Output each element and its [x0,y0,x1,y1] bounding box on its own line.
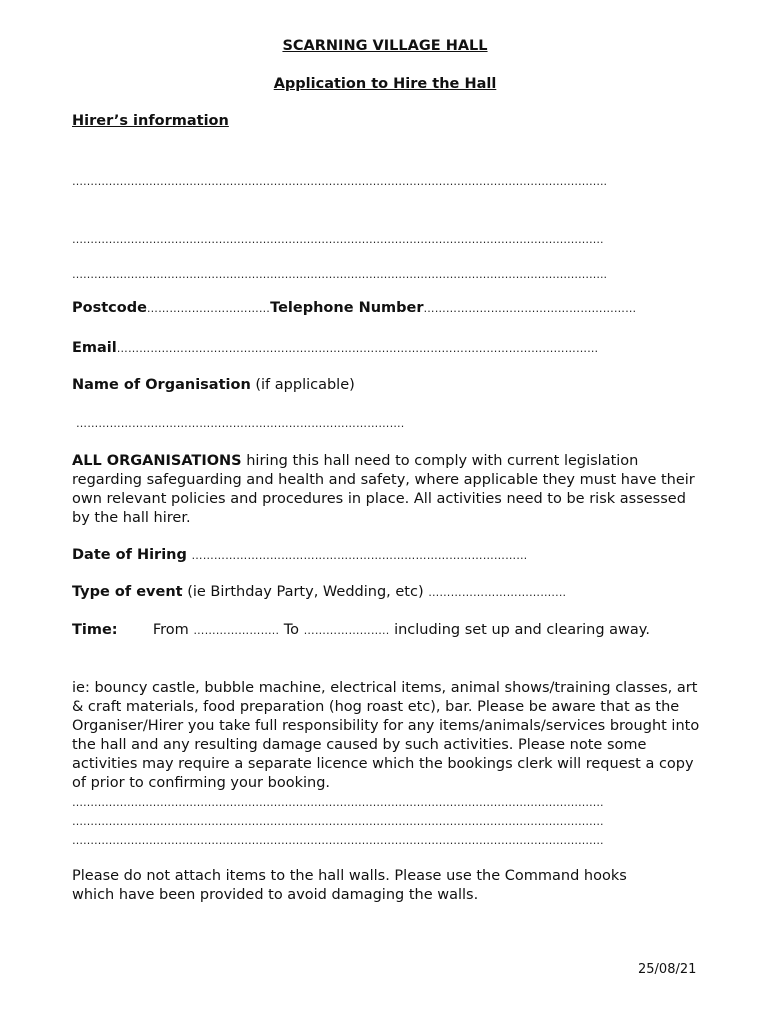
time-to-field[interactable]: ………………….. [303,624,390,637]
email-label: Email [72,340,117,356]
organisations-notice [72,452,702,528]
time-row [72,622,650,638]
date-label: Date of Hiring [72,547,187,563]
event-note: (ie Birthday Party, Wedding, etc) [187,584,424,600]
time-from-field[interactable]: ………………….. [193,624,280,637]
time-label: Time: [72,622,118,638]
organisation-note: (if applicable) [255,377,355,393]
telephone-field[interactable]: ………………………………………………… [423,302,637,315]
hirer-name-line[interactable]: ……………………………………………………………………………………………………………………………….. [72,175,607,188]
organisations-notice-text: hiring this hall need to comply with current legislation regarding safeguarding and health and safety, where applicable they must have their own relevant policies and procedures in place. All activities need to be risk assessed by the hall hirer. [72,453,695,526]
organisation-label: Name of Organisation [72,377,251,393]
organisations-notice-lead: ALL ORGANISATIONS [72,453,242,469]
email-field[interactable]: ………………………………………………………………………………………………………………… [116,342,599,355]
time-suffix: including set up and clearing away. [394,622,650,638]
hirer-info-heading: Hirer’s information [72,113,229,129]
date-row [72,547,528,563]
organisation-row [72,377,355,393]
footer-date: 25/08/21 [638,962,697,977]
document-subtitle: Application to Hire the Hall [273,76,497,92]
organisation-field[interactable]: ……………………………………………………………………………. [76,417,405,430]
postcode-label: Postcode [72,300,147,316]
time-from-label: From [152,622,189,638]
items-line-2[interactable]: ………………………………………………………………………………………………………………………………. [72,815,604,828]
document-title: SCARNING VILLAGE HALL [282,38,488,54]
event-row [72,584,566,600]
items-line-1[interactable]: ………………………………………………………………………………………………………………………………. [72,796,604,809]
event-label: Type of event [72,584,183,600]
time-to-label: To [283,622,300,638]
hirer-address-line-1[interactable]: ………………………………………………………………………………………………………………………………. [72,233,604,246]
postcode-telephone-row [72,300,636,316]
items-notice: ie: bouncy castle, bubble machine, electrical items, animal shows/training classes, art & craft materials, food preparation (hog roast etc), bar. Please be aware that as the Organiser/Hirer you take full responsibility for any items/animals/services brought into the hall and any resulting damage caused by such activities. Please note some activities may require a separate licence which the bookings clerk will request a copy of prior to confirming your booking. [72,680,700,791]
postcode-field[interactable]: …………………………… [146,302,271,315]
telephone-label: Telephone Number [270,300,424,316]
items-line-3[interactable]: ………………………………………………………………………………………………………………………………. [72,834,604,847]
date-field[interactable]: ……………………………………………………………………………… [191,549,528,562]
event-field[interactable]: …………………………….... [428,586,567,599]
email-row [72,340,598,356]
hirer-address-line-2[interactable]: ……………………………………………………………………………………………………………………………….. [72,268,607,281]
walls-notice: Please do not attach items to the hall walls. Please use the Command hooks which have been provided to avoid damaging the walls. [72,868,627,903]
